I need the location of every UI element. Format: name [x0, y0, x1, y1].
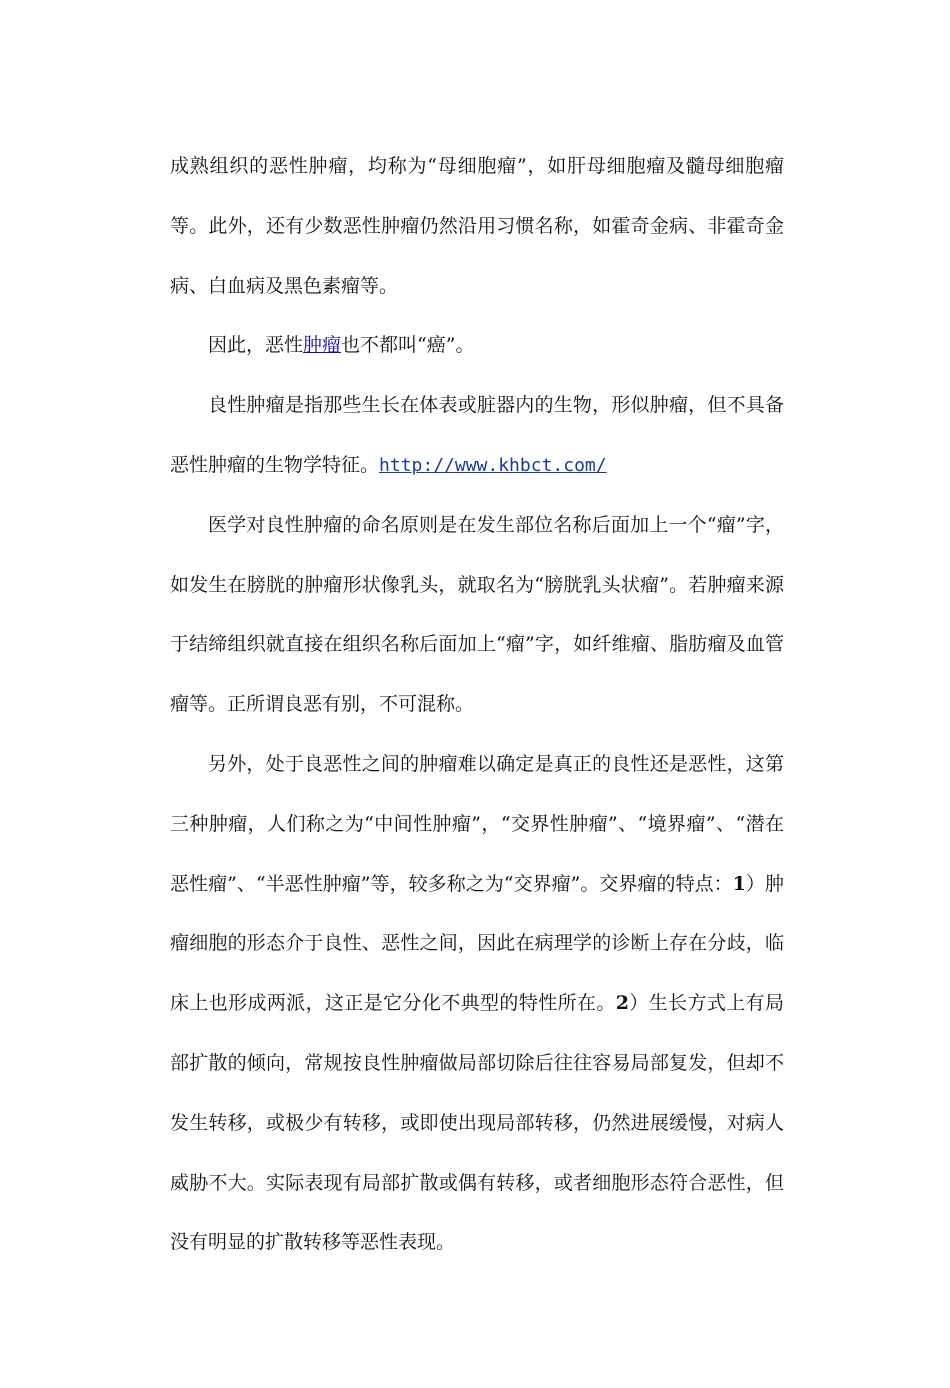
paragraph-benign-definition-text: 良性肿瘤是指那些生长在体表或脏器内的生物，形似肿瘤，但不具备恶性肿瘤的生物学特征。: [170, 394, 784, 476]
feature-number-2: 2: [615, 992, 629, 1015]
paragraph-malignant-naming: 成熟组织的恶性肿瘤，均称为“母细胞瘤”，如肝母细胞瘤及髓母细胞瘤等。此外，还有少数恶性肿瘤仍然沿用习惯名称，如霍奇金病、非霍奇金病、白血病及黑色素瘤等。: [170, 155, 784, 297]
paragraph-benign-definition: [170, 376, 784, 496]
document-body: [170, 137, 784, 1273]
paragraph-not-all-cancer-after: 也不都叫“癌”。: [341, 334, 475, 357]
tumor-link[interactable]: 肿瘤: [303, 334, 342, 357]
paragraph-borderline-part2: ）肿瘤细胞的形态介于良性、恶性之间，因此在病理学的诊断上存在分歧，临床上也形成两派，这正是它分化不典型的特性所在。: [170, 872, 784, 1015]
website-url-link[interactable]: http://www.khbct.com/: [379, 454, 607, 476]
paragraph-not-all-cancer: [170, 316, 784, 376]
paragraph-borderline-part1: 另外，处于良恶性之间的肿瘤难以确定是真正的良性还是恶性，这第三种肿瘤，人们称之为“中间性肿瘤”，“交界性肿瘤”、“境界瘤”、“潜在恶性瘤”、“半恶性肿瘤”等，较多称之为“交界瘤”。交界瘤的特点：: [170, 752, 784, 895]
paragraph-not-all-cancer-before: 因此，恶性: [208, 334, 304, 357]
feature-number-1: 1: [732, 872, 746, 895]
paragraph-benign-naming: 医学对良性肿瘤的命名原则是在发生部位名称后面加上一个“瘤”字，如发生在膀胱的肿瘤形状像乳头，就取名为“膀胱乳头状瘤”。若肿瘤来源于结缔组织就直接在组织名称后面加上“瘤”字，如纤维瘤、脂肪瘤及血管瘤等。正所谓良恶有别，不可混称。: [170, 513, 784, 716]
paragraph-borderline-tumor: [170, 735, 784, 1273]
paragraph-borderline-part3: ）生长方式上有局部扩散的倾向，常规按良性肿瘤做局部切除后往往容易局部复发，但却不发生转移，或极少有转移，或即使出现局部转移，仍然进展缓慢，对病人威胁不大。实际表现有局部扩散或偶有转移，或者细胞形态符合恶性，但没有明显的扩散转移等恶性表现。: [170, 992, 784, 1254]
